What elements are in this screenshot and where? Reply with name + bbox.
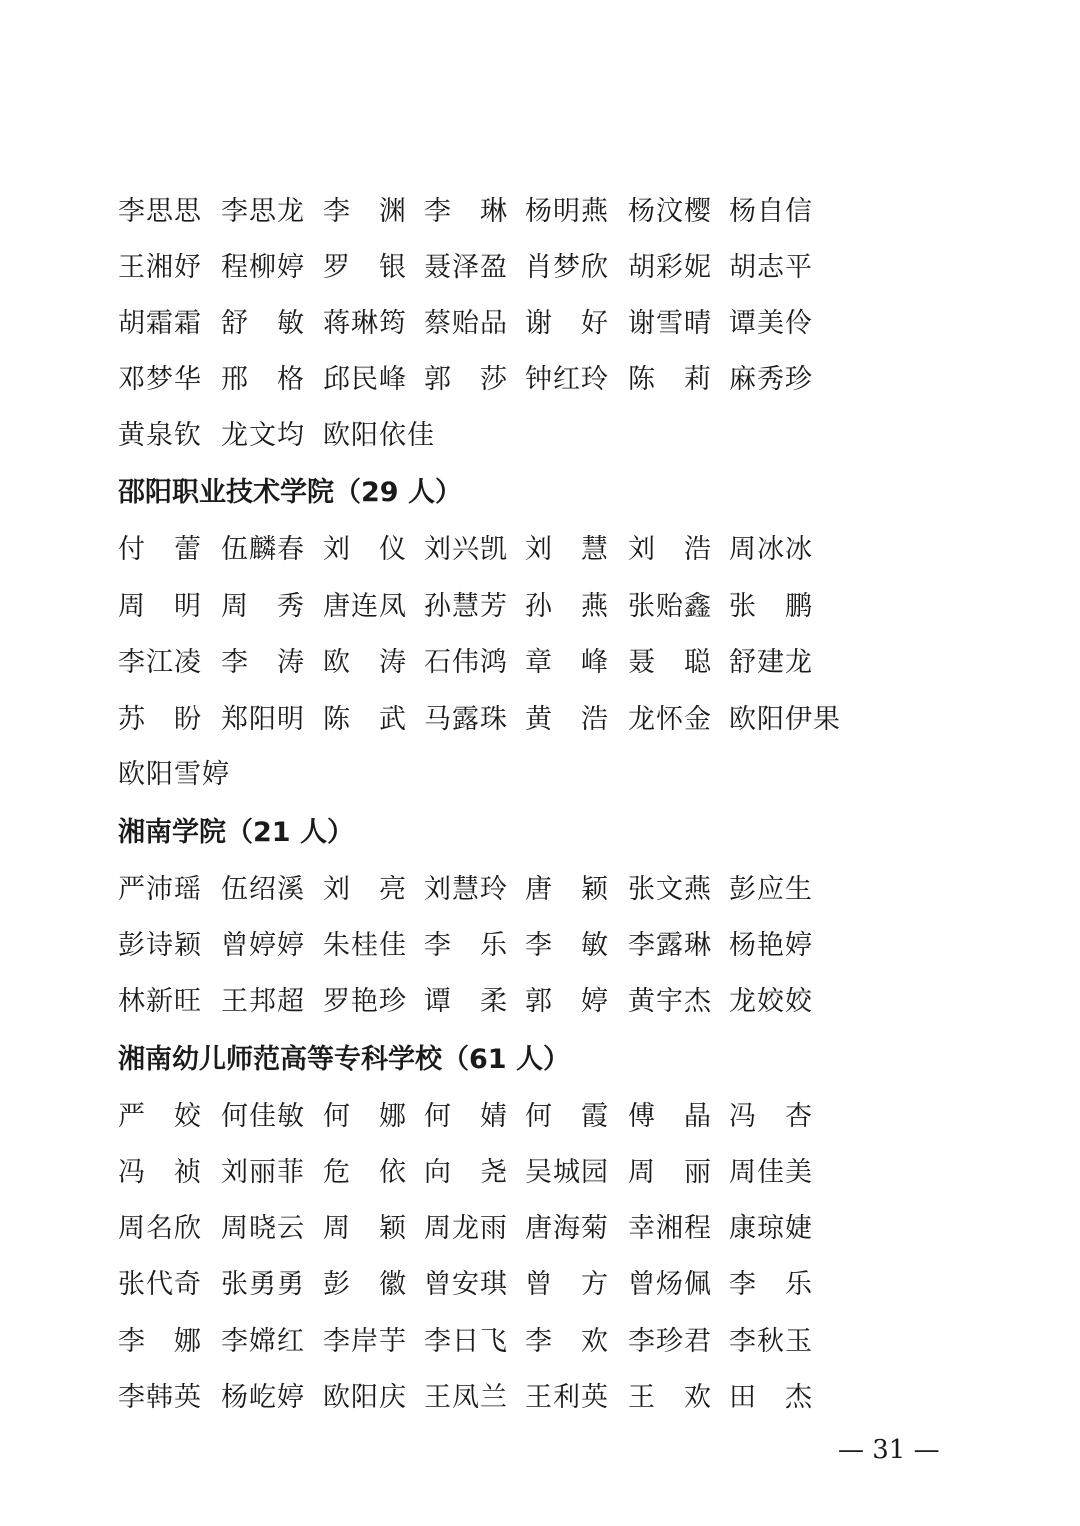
person-name: 孙慧芳 [424, 591, 508, 622]
person-name: 周 明 [118, 591, 202, 622]
person-name: 李思龙 [221, 196, 305, 227]
person-name: 陈 莉 [628, 364, 712, 395]
person-name: 肖梦欣 [525, 252, 609, 283]
person-name: 何 娜 [323, 1101, 407, 1132]
person-name: 冯 杏 [729, 1101, 813, 1132]
person-name: 杨艳婷 [729, 930, 813, 961]
person-name: 胡霜霜 [118, 308, 202, 339]
person-name: 唐海菊 [525, 1213, 609, 1244]
person-name: 严沛瑶 [118, 874, 202, 905]
name-row [118, 870, 918, 910]
person-name: 杨汶樱 [628, 196, 712, 227]
name-row [118, 643, 918, 683]
person-name: 何 霞 [525, 1101, 609, 1132]
person-name: 刘 慧 [525, 534, 609, 565]
person-name: 冯 祯 [118, 1157, 202, 1188]
person-name: 孙 燕 [525, 591, 609, 622]
person-name: 蒋琳筠 [323, 308, 407, 339]
person-name: 李 欢 [525, 1326, 609, 1357]
person-name: 周 颖 [323, 1213, 407, 1244]
person-name: 黄宇杰 [628, 986, 712, 1017]
name-row [118, 360, 918, 400]
person-name: 黄 浩 [525, 704, 609, 735]
person-name: 张 鹏 [729, 591, 813, 622]
person-name: 刘 浩 [628, 534, 712, 565]
person-name: 谭 柔 [424, 986, 508, 1017]
person-name: 刘 仪 [323, 534, 407, 565]
person-name: 李思思 [118, 196, 202, 227]
person-name: 危 依 [323, 1157, 407, 1188]
person-name: 刘兴凯 [424, 534, 508, 565]
person-name: 周 秀 [221, 591, 305, 622]
person-name: 胡志平 [729, 252, 813, 283]
section-title: 邵阳职业技术学院（29 人） [118, 477, 462, 508]
name-row [118, 416, 918, 456]
person-name: 李 琳 [424, 196, 508, 227]
person-name: 彭应生 [729, 874, 813, 905]
person-name: 王邦超 [221, 986, 305, 1017]
name-row [118, 1097, 918, 1137]
section-title: 湘南幼儿师范高等专科学校（61 人） [118, 1044, 570, 1075]
person-name: 周晓云 [221, 1213, 305, 1244]
person-name: 马露珠 [424, 704, 508, 735]
person-name: 曾 方 [525, 1269, 609, 1300]
person-name: 彭 徽 [323, 1269, 407, 1300]
person-name: 邓梦华 [118, 364, 202, 395]
person-name: 李江凌 [118, 647, 202, 678]
name-row [118, 1378, 918, 1418]
person-name: 李 乐 [729, 1269, 813, 1300]
person-name: 郭 莎 [424, 364, 508, 395]
person-name: 张文燕 [628, 874, 712, 905]
person-name: 龙姣姣 [729, 986, 813, 1017]
name-row [118, 755, 918, 795]
person-name: 蔡贻品 [424, 308, 508, 339]
person-name: 郭 婷 [525, 986, 609, 1017]
person-name: 李秋玉 [729, 1326, 813, 1357]
person-name: 朱桂佳 [323, 930, 407, 961]
person-name: 李露琳 [628, 930, 712, 961]
person-name: 欧 涛 [323, 647, 407, 678]
person-name: 傅 晶 [628, 1101, 712, 1132]
person-name: 李嫦红 [221, 1326, 305, 1357]
section-title: 湘南学院（21 人） [118, 817, 354, 848]
person-name: 向 尧 [424, 1157, 508, 1188]
name-row [118, 1209, 918, 1249]
person-name: 聂泽盈 [424, 252, 508, 283]
name-row [118, 700, 918, 740]
person-name: 邱民峰 [323, 364, 407, 395]
person-name: 吴城园 [525, 1157, 609, 1188]
name-row [118, 530, 918, 570]
person-name: 李 敏 [525, 930, 609, 961]
person-name: 邢 格 [221, 364, 305, 395]
name-row [118, 192, 918, 232]
name-row [118, 1153, 918, 1193]
person-name: 康琼婕 [729, 1213, 813, 1244]
person-name: 何 婧 [424, 1101, 508, 1132]
person-name: 欧阳雪婷 [118, 759, 230, 790]
person-name: 欧阳伊果 [729, 704, 841, 735]
person-name: 杨明燕 [525, 196, 609, 227]
person-name: 刘丽菲 [221, 1157, 305, 1188]
person-name: 唐 颖 [525, 874, 609, 905]
person-name: 李 娜 [118, 1326, 202, 1357]
person-name: 龙文均 [221, 420, 305, 451]
person-name: 曾婷婷 [221, 930, 305, 961]
person-name: 龙怀金 [628, 704, 712, 735]
person-name: 李日飞 [424, 1326, 508, 1357]
name-row [118, 587, 918, 627]
name-row [118, 1265, 918, 1305]
name-row [118, 926, 918, 966]
person-name: 林新旺 [118, 986, 202, 1017]
person-name: 杨自信 [729, 196, 813, 227]
person-name: 钟红玲 [525, 364, 609, 395]
person-name: 曾炀佩 [628, 1269, 712, 1300]
person-name: 唐连凤 [323, 591, 407, 622]
person-name: 麻秀珍 [729, 364, 813, 395]
person-name: 周 丽 [628, 1157, 712, 1188]
person-name: 何佳敏 [221, 1101, 305, 1132]
person-name: 苏 盼 [118, 704, 202, 735]
person-name: 李珍君 [628, 1326, 712, 1357]
person-name: 黄泉钦 [118, 420, 202, 451]
person-name: 王利英 [525, 1382, 609, 1413]
person-name: 谢 好 [525, 308, 609, 339]
person-name: 伍麟春 [221, 534, 305, 565]
person-name: 周名欣 [118, 1213, 202, 1244]
person-name: 王 欢 [628, 1382, 712, 1413]
person-name: 舒建龙 [729, 647, 813, 678]
person-name: 程柳婷 [221, 252, 305, 283]
person-name: 周冰冰 [729, 534, 813, 565]
person-name: 刘 亮 [323, 874, 407, 905]
person-name: 郑阳明 [221, 704, 305, 735]
person-name: 张勇勇 [221, 1269, 305, 1300]
name-row [118, 982, 918, 1022]
person-name: 石伟鸿 [424, 647, 508, 678]
page-number: — 31 — [838, 1435, 940, 1465]
person-name: 严 姣 [118, 1101, 202, 1132]
person-name: 聂 聪 [628, 647, 712, 678]
person-name: 杨屹婷 [221, 1382, 305, 1413]
person-name: 谢雪晴 [628, 308, 712, 339]
person-name: 王湘妤 [118, 252, 202, 283]
person-name: 李韩英 [118, 1382, 202, 1413]
person-name: 李岸芋 [323, 1326, 407, 1357]
person-name: 周佳美 [729, 1157, 813, 1188]
name-row [118, 248, 918, 288]
person-name: 伍绍溪 [221, 874, 305, 905]
person-name: 刘慧玲 [424, 874, 508, 905]
person-name: 张贻鑫 [628, 591, 712, 622]
person-name: 欧阳庆 [323, 1382, 407, 1413]
person-name: 田 杰 [729, 1382, 813, 1413]
person-name: 付 蕾 [118, 534, 202, 565]
person-name: 李 乐 [424, 930, 508, 961]
person-name: 胡彩妮 [628, 252, 712, 283]
person-name: 罗艳珍 [323, 986, 407, 1017]
person-name: 陈 武 [323, 704, 407, 735]
person-name: 幸湘程 [628, 1213, 712, 1244]
person-name: 罗 银 [323, 252, 407, 283]
person-name: 彭诗颖 [118, 930, 202, 961]
person-name: 章 峰 [525, 647, 609, 678]
person-name: 欧阳依佳 [323, 420, 435, 451]
person-name: 谭美伶 [729, 308, 813, 339]
person-name: 王凤兰 [424, 1382, 508, 1413]
person-name: 李 渊 [323, 196, 407, 227]
person-name: 周龙雨 [424, 1213, 508, 1244]
name-row [118, 304, 918, 344]
name-row [118, 1322, 918, 1362]
person-name: 曾安琪 [424, 1269, 508, 1300]
person-name: 张代奇 [118, 1269, 202, 1300]
person-name: 李 涛 [221, 647, 305, 678]
person-name: 舒 敏 [221, 308, 305, 339]
